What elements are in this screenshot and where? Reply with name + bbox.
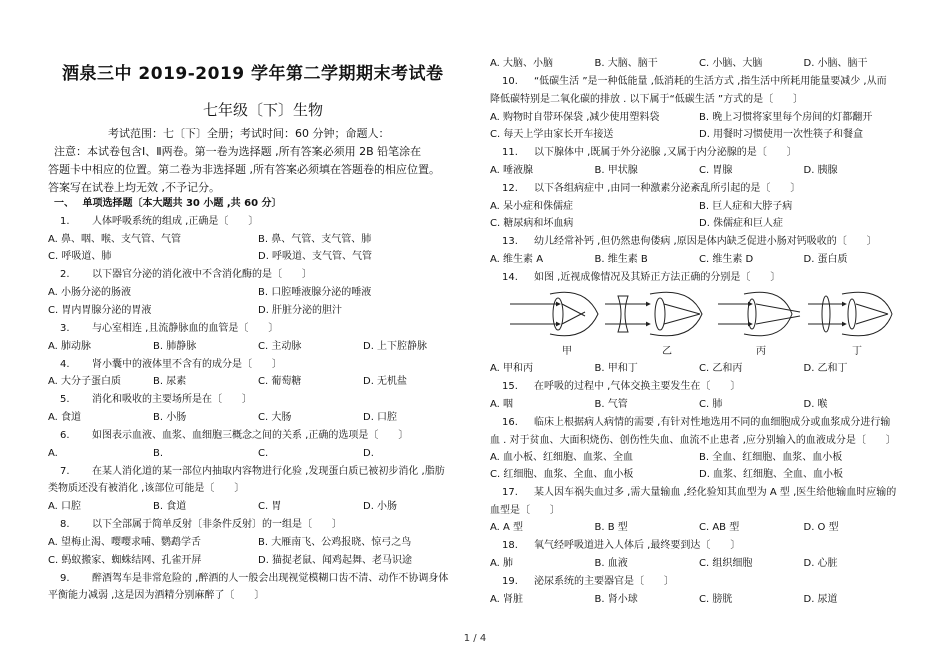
option-b[interactable]: B. B 型: [594, 522, 628, 533]
question-number: 18.: [502, 540, 518, 551]
question-stem: 以下各组病症中 ,由同一种激素分泌紊乱所引起的是〔 〕: [534, 183, 801, 194]
question-number: 15.: [502, 381, 518, 392]
option-a[interactable]: A. 肺: [490, 558, 514, 569]
question-number: 4.: [60, 359, 70, 370]
question-number: 13.: [502, 236, 518, 247]
options-q16-row2: [490, 469, 908, 481]
options-q10: [490, 112, 908, 124]
options-q5: [48, 412, 468, 424]
option-d[interactable]: D. 口腔: [363, 412, 398, 423]
question-stem-continued: 类物质还没有被消化 ,该部位可能是〔 〕: [48, 483, 245, 494]
option-c[interactable]: C. AB 型: [699, 522, 740, 533]
question-stem: 醉酒驾车是非常危险的 ,醉酒的人一般会出现视觉模糊口齿不清、动作不协调身体: [92, 573, 449, 584]
question-7: [48, 466, 445, 478]
options-q11: [490, 165, 908, 177]
option-d[interactable]: D. 蛋白质: [803, 254, 848, 265]
question-3: [48, 323, 278, 335]
options-q1: [48, 234, 468, 246]
option-b[interactable]: B. 大雁南飞、公鸡报晓、惊弓之鸟: [258, 537, 412, 548]
options-q12: [490, 201, 908, 213]
option-a[interactable]: A. 口腔: [48, 501, 82, 512]
option-d[interactable]: D. 小肠: [363, 501, 398, 512]
options-q4: [48, 376, 468, 388]
option-a[interactable]: A. 咽: [490, 399, 514, 410]
options-q3: [48, 341, 468, 353]
option-d[interactable]: D. 胰腺: [803, 165, 838, 176]
option-a[interactable]: A. 望梅止渴、嘤嘤求哺、鹦鹉学舌: [48, 537, 202, 548]
option-b[interactable]: B. 肾小球: [594, 594, 638, 605]
option-d[interactable]: D. 无机盐: [363, 376, 408, 387]
option-c[interactable]: C. 维生素 D: [699, 254, 754, 265]
question-stem: 以下腺体中 ,既属于外分泌腺 ,又属于内分泌腺的是〔 〕: [534, 147, 797, 158]
question-stem: 如图 ,近视成像情况及其矫正方法正确的分别是〔 〕: [534, 272, 781, 283]
question-stem: 某人因车祸失血过多 ,需大量输血 ,经化验知其血型为 A 型 ,医生给他输血时应输的: [534, 487, 897, 498]
option-a[interactable]: A. 唾液腺: [490, 165, 534, 176]
question-2: [48, 269, 312, 281]
options-q7: [48, 501, 468, 513]
options-q6: [48, 448, 468, 460]
option-d[interactable]: D. 尿道: [803, 594, 838, 605]
options-q2-row2: [48, 305, 468, 317]
option-a[interactable]: A. 大分子蛋白质: [48, 376, 122, 387]
question-15: [490, 381, 740, 393]
option-b[interactable]: B. 肺静脉: [153, 341, 197, 352]
question-stem: 在某人消化道的某一部位内抽取内容物进行化验 ,发现蛋白质已被初步消化 ,脂肪: [92, 466, 445, 477]
question-16: [490, 417, 890, 429]
question-19: [490, 576, 674, 588]
option-c[interactable]: C. 肺: [699, 399, 723, 410]
option-c[interactable]: C. 主动脉: [258, 341, 302, 352]
question-14: [490, 272, 780, 284]
note-line-1: 注意：本试卷包含Ⅰ、Ⅱ两卷。第一卷为选择题 ,所有答案必须用 2B 铅笔涂在: [54, 145, 422, 158]
question-number: 5.: [60, 394, 70, 405]
question-6: [48, 430, 408, 442]
option-d[interactable]: D. 呼吸道、支气管、气管: [258, 251, 373, 262]
option-a[interactable]: A. 甲和丙: [490, 363, 534, 374]
figure-label-yi: 乙: [662, 346, 672, 357]
exam-subtitle: 七年级〔下〕生物: [203, 101, 324, 119]
question-4: [48, 359, 282, 371]
question-18: [490, 540, 740, 552]
question-9: [48, 573, 448, 585]
question-stem: “低碳生活 ”是一种低能量 ,低消耗的生活方式 ,指生活中所耗用能量要减少 ,从而: [534, 76, 887, 87]
option-c[interactable]: C. 小脑、大脑: [699, 58, 763, 69]
option-b[interactable]: B. 全血、红细胞、血浆、血小板: [699, 452, 843, 463]
option-c[interactable]: C. 组织细胞: [699, 558, 753, 569]
question-number: 3.: [60, 323, 70, 334]
options-q8: [48, 537, 468, 549]
question-stem: 肾小囊中的液体里不含有的成分是〔 〕: [92, 359, 282, 370]
question-number: 7.: [60, 466, 70, 477]
options-q8-row2: [48, 555, 468, 567]
question-stem-continued: 降低碳特别是二氧化碳的排放 . 以下属于“低碳生活 ”方式的是〔 〕: [490, 94, 804, 105]
options-q13: [490, 254, 908, 266]
question-stem: 与心室相连 ,且流静脉血的血管是〔 〕: [92, 323, 279, 334]
question-11: [490, 147, 797, 159]
option-b[interactable]: B. 血液: [594, 558, 628, 569]
option-a[interactable]: A. 鼻、咽、喉、支气管、气管: [48, 234, 182, 245]
question-stem-continued: 平衡能力减弱 ,这是因为酒精分别麻醉了〔 〕: [48, 590, 265, 601]
question-number: 14.: [502, 272, 518, 283]
option-b[interactable]: B. 口腔唾液腺分泌的唾液: [258, 287, 372, 298]
question-stem-continued: 血型是〔 〕: [490, 505, 560, 516]
question-stem: 以下全部属于简单反射〔非条件反射〕的一组是〔 〕: [92, 519, 342, 530]
question-8: [48, 519, 342, 531]
options-q16: [490, 452, 908, 464]
exam-title: 酒泉三中 2019-2019 学年第二学期期末考试卷: [62, 64, 444, 84]
option-d[interactable]: D. 用餐时习惯使用一次性筷子和餐盒: [699, 129, 864, 140]
option-c[interactable]: C. 乙和丙: [699, 363, 743, 374]
option-c[interactable]: C. 葡萄糖: [258, 376, 302, 387]
option-a[interactable]: A. 购物时自带环保袋 ,减少使用塑料袋: [490, 112, 660, 123]
option-b[interactable]: B. 甲状腺: [594, 165, 638, 176]
options-q14: [490, 363, 908, 375]
question-1: [48, 216, 258, 228]
option-b[interactable]: B. 气管: [594, 399, 628, 410]
option-a[interactable]: A. A 型: [490, 522, 524, 533]
eye-diagram-figure: [490, 290, 908, 346]
question-stem: 如图表示血液、血浆、血细胞三概念之间的关系 ,正确的选项是〔 〕: [92, 430, 409, 441]
note-line-2: 答题卡中相应的位置。第二卷为非选择题 ,所有答案必须填在答题卷的相应位置。: [48, 163, 440, 176]
question-number: 12.: [502, 183, 518, 194]
option-b[interactable]: B. 甲和丁: [594, 363, 638, 374]
option-c[interactable]: C. 每天上学由家长开车接送: [490, 129, 614, 140]
question-13: [490, 236, 877, 248]
options-q10-row2: [490, 129, 908, 141]
exam-info: 考试范围：七〔下〕全册；考试时间：60 分钟；命题人：: [108, 127, 390, 140]
question-number: 6.: [60, 430, 70, 441]
option-a[interactable]: A. 血小板、红细胞、血浆、全血: [490, 452, 634, 463]
option-b[interactable]: B. 鼻、气管、支气管、肺: [258, 234, 372, 245]
option-b[interactable]: B. 晚上习惯将家里每个房间的灯都翻开: [699, 112, 873, 123]
question-number: 11.: [502, 147, 518, 158]
question-stem: 以下器官分泌的消化液中不含消化酶的是〔 〕: [92, 269, 312, 280]
option-c[interactable]: C. 糖尿病和坏血病: [490, 218, 574, 229]
option-d[interactable]: D. 心脏: [803, 558, 838, 569]
option-d[interactable]: D. O 型: [803, 522, 839, 533]
question-number: 19.: [502, 576, 518, 587]
option-a[interactable]: A. 呆小症和侏儒症: [490, 201, 574, 212]
question-number: 17.: [502, 487, 518, 498]
option-b[interactable]: B. 维生素 B: [594, 254, 648, 265]
options-q19: [490, 594, 908, 606]
options-q1-row2: [48, 251, 468, 263]
figure-label-ding: 丁: [852, 346, 862, 357]
question-stem: 临床上根据病人病情的需要 ,有针对性地选用不同的血细胞成分或血浆成分进行输: [534, 417, 891, 428]
option-a[interactable]: A. 维生素 A: [490, 254, 544, 265]
option-c[interactable]: C. 胃腺: [699, 165, 733, 176]
option-c[interactable]: C.: [258, 448, 269, 459]
option-a[interactable]: A. 小肠分泌的肠液: [48, 287, 132, 298]
eye-figure-yi: [605, 292, 702, 336]
options-q18: [490, 558, 908, 570]
figure-label-jia: 甲: [562, 346, 572, 357]
option-b[interactable]: B. 巨人症和大脖子病: [699, 201, 793, 212]
question-stem: 泌尿系统的主要器官是〔 〕: [534, 576, 674, 587]
options-q12-row2: [490, 218, 908, 230]
note-line-3: 答案写在试卷上均无效 ,不予记分。: [48, 181, 220, 194]
question-number: 16.: [502, 417, 518, 428]
eye-figure-bing: [718, 292, 800, 336]
option-a[interactable]: A. 大脑、小脑: [490, 58, 554, 69]
option-c[interactable]: C. 蚂蚁搬家、蜘蛛结网、孔雀开屏: [48, 555, 202, 566]
option-d[interactable]: D. 小脑、脑干: [803, 58, 868, 69]
question-10: [490, 76, 887, 88]
question-number: 8.: [60, 519, 70, 530]
options-q2: [48, 287, 468, 299]
question-stem-continued: 血 . 对于贫血、大面积烧伤、创伤性失血、血流不止患者 ,应分别输入的血液成分是〔 〕: [490, 435, 896, 446]
question-stem: 幼儿经常补钙 ,但仍然患佝偻病 ,原因是体内缺乏促进小肠对钙吸收的〔 〕: [534, 236, 877, 247]
question-stem: 消化和吸收的主要场所是在〔 〕: [92, 394, 252, 405]
question-stem: 在呼吸的过程中 ,气体交换主要发生在〔 〕: [534, 381, 741, 392]
option-d[interactable]: D. 血浆、红细胞、全血、血小板: [699, 469, 844, 480]
question-number: 1.: [60, 216, 70, 227]
option-d[interactable]: D. 喉: [803, 399, 828, 410]
options-q15: [490, 399, 908, 411]
page-number: 1 / 4: [463, 633, 487, 644]
question-5: [48, 394, 252, 406]
option-d[interactable]: D. 侏儒症和巨人症: [699, 218, 784, 229]
option-d[interactable]: D. 猫捉老鼠、闻鸡起舞、老马识途: [258, 555, 413, 566]
options-q9: [490, 58, 908, 70]
option-d[interactable]: D.: [363, 448, 374, 459]
question-17: [490, 487, 896, 499]
option-a[interactable]: A. 肺动脉: [48, 341, 92, 352]
option-b[interactable]: B. 小肠: [153, 412, 187, 423]
section-heading: 一、 单项选择题〔本大题共 30 小题 ,共 60 分〕: [54, 198, 282, 209]
option-b[interactable]: B.: [153, 448, 164, 459]
option-b[interactable]: B. 食道: [153, 501, 187, 512]
question-stem: 氧气经呼吸道进入人体后 ,最终要到达〔 〕: [534, 540, 741, 551]
option-a[interactable]: A. 食道: [48, 412, 82, 423]
eye-figure-jia: [510, 292, 598, 336]
option-c[interactable]: C. 红细胞、血浆、全血、血小板: [490, 469, 634, 480]
question-stem: 人体呼吸系统的组成 ,正确是〔 〕: [92, 216, 259, 227]
option-b[interactable]: B. 尿素: [153, 376, 187, 387]
option-c[interactable]: C. 胃内胃腺分泌的胃液: [48, 305, 152, 316]
option-c[interactable]: C. 膀胱: [699, 594, 733, 605]
eye-figure-labels: [490, 346, 908, 358]
option-c[interactable]: C. 胃: [258, 501, 282, 512]
question-number: 2.: [60, 269, 70, 280]
figure-label-bing: 丙: [756, 346, 766, 357]
option-a[interactable]: A. 肾脏: [490, 594, 524, 605]
question-number: 9.: [60, 573, 70, 584]
option-a[interactable]: A.: [48, 448, 58, 459]
option-d[interactable]: D. 肝脏分泌的胆汁: [258, 305, 343, 316]
options-q17: [490, 522, 908, 534]
option-d[interactable]: D. 乙和丁: [803, 363, 848, 374]
question-12: [490, 183, 800, 195]
option-c[interactable]: C. 呼吸道、肺: [48, 251, 112, 262]
option-d[interactable]: D. 上下腔静脉: [363, 341, 428, 352]
option-b[interactable]: B. 大脑、脑干: [594, 58, 658, 69]
question-number: 10.: [502, 76, 518, 87]
eye-figure-ding: [808, 292, 892, 336]
option-c[interactable]: C. 大肠: [258, 412, 292, 423]
